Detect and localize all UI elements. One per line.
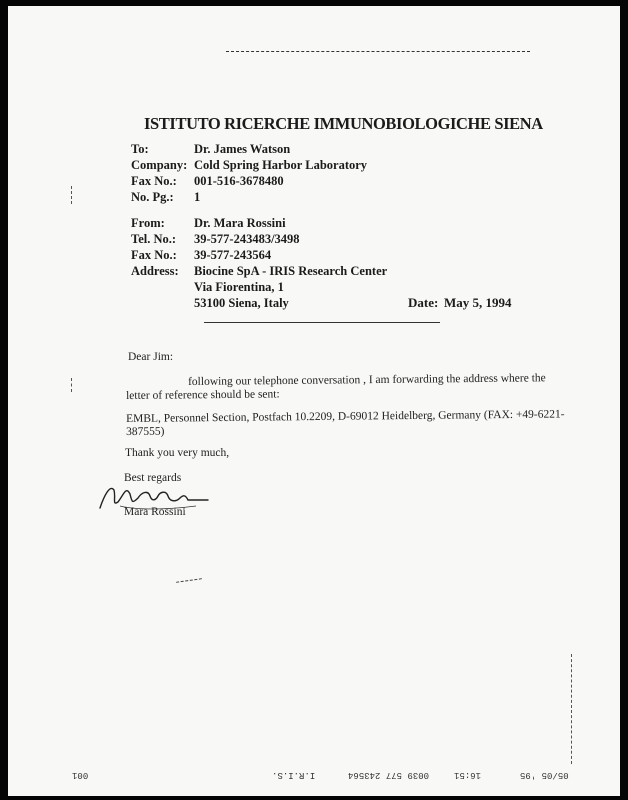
- company-label: Company:: [131, 158, 188, 172]
- paragraph-line-1: following our telephone conversation , I am forwarding the address where the: [188, 372, 546, 388]
- separator-rule: [204, 322, 440, 323]
- tel-value: 39-577-243483/3498: [194, 232, 300, 246]
- address-value: Biocine SpA - IRIS Research Center: [194, 264, 388, 278]
- to-fax-label: Fax No.:: [131, 174, 177, 188]
- embl-address-line-2: 387555): [126, 425, 165, 438]
- from-fax-label: Fax No.:: [131, 248, 177, 262]
- paragraph-line-2: letter of reference should be sent:: [126, 388, 280, 402]
- tel-label: Tel. No.:: [131, 232, 177, 246]
- pages-label: No. Pg.:: [131, 190, 174, 204]
- to-label: To:: [131, 142, 149, 156]
- signature-name: Mara Rossini: [124, 506, 186, 518]
- salutation: Dear Jim:: [128, 351, 174, 363]
- address-label: Address:: [131, 264, 179, 278]
- fax-footer-page: 001: [72, 770, 89, 780]
- to-fax-value: 001-516-3678480: [194, 174, 284, 188]
- pages-value: 1: [194, 190, 201, 204]
- letterhead-title: ISTITUTO RICERCHE IMMUNOBIOLOGICHE SIENA: [144, 114, 543, 133]
- top-dashed-rule: [226, 51, 530, 52]
- fax-footer-date: 05/05 '95: [520, 770, 569, 780]
- fax-footer-number: 0039 577 243564: [348, 770, 430, 780]
- margin-tick: [71, 186, 72, 204]
- thanks-line: Thank you very much,: [125, 447, 230, 459]
- from-value: Dr. Mara Rossini: [194, 216, 286, 230]
- fax-footer-time: 16:51: [454, 770, 482, 780]
- date-value: May 5, 1994: [444, 295, 512, 310]
- company-value: Cold Spring Harbor Laboratory: [194, 158, 368, 172]
- margin-tick: [71, 378, 72, 392]
- margin-line: [571, 654, 572, 764]
- from-fax-value: 39-577-243564: [194, 248, 272, 262]
- closing: Best regards: [124, 472, 182, 484]
- stray-mark: [176, 578, 202, 583]
- address-city: 53100 Siena, Italy: [194, 296, 289, 310]
- fax-footer-sender: I.R.I.S.: [272, 770, 316, 780]
- embl-address-line-1: EMBL, Personnel Section, Postfach 10.2209, D-69012 Heidelberg, Germany (FAX: +49-6221-: [126, 408, 565, 425]
- address-street: Via Fiorentina, 1: [194, 280, 284, 294]
- to-value: Dr. James Watson: [194, 142, 291, 156]
- date-label: Date:: [408, 295, 439, 310]
- fax-page: [8, 6, 620, 796]
- from-label: From:: [131, 216, 165, 230]
